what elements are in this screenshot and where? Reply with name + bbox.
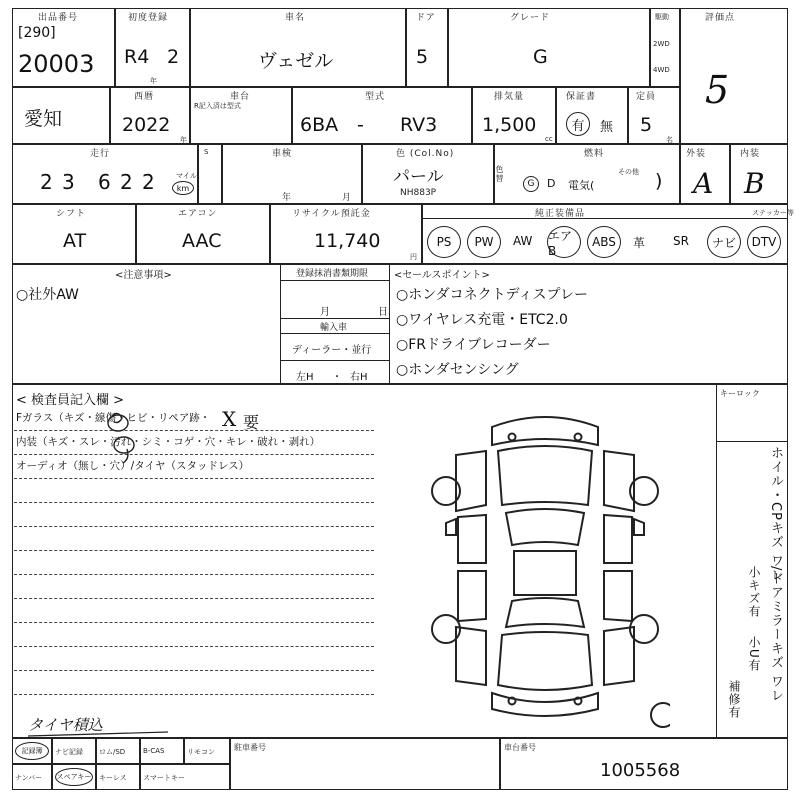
warranty-no: 無 xyxy=(600,120,614,135)
footer-equipment xyxy=(12,738,230,790)
model-dash: - xyxy=(357,114,364,136)
first-reg-month: 2 xyxy=(167,46,180,68)
equipment-item: ナビ xyxy=(707,226,741,258)
legend-repair: 補修有 xyxy=(727,680,741,719)
door-label: ドア xyxy=(416,13,436,23)
attention-label: <注意事項> xyxy=(115,270,172,281)
year-label: 西暦 xyxy=(134,92,155,102)
drive-2wd: 2WD xyxy=(653,40,670,48)
chassis-no-label: 車台番号 xyxy=(504,743,536,752)
color: パール xyxy=(393,167,444,187)
legend-small-scratch: 小キズ有 xyxy=(747,566,761,618)
capacity: 5 xyxy=(640,114,653,136)
parking-label: 駐車番号 xyxy=(234,743,266,752)
sales-point: ○ホンダコネクトディスプレー xyxy=(396,287,588,303)
chassis-label: 車台 xyxy=(230,92,251,102)
inspection-year: 年 xyxy=(282,193,292,203)
footer-equipment-label: ナビ記録 xyxy=(55,748,83,756)
km-unit: km xyxy=(172,181,194,195)
mileage-digit: 2 xyxy=(40,170,53,194)
fuel-label: 燃料 xyxy=(584,149,605,159)
fuel-d: D xyxy=(547,177,556,190)
footer-equipment-label: リモコン xyxy=(187,748,215,756)
equipment-item: PS xyxy=(427,226,461,258)
car-name: ヴェゼル xyxy=(258,50,334,72)
lot-number-label: 出品番号 xyxy=(38,13,79,23)
ac: AAC xyxy=(182,230,222,252)
footer-equipment-label: スマートキー xyxy=(143,774,185,782)
color-label: 色 (Col.No) xyxy=(396,149,455,159)
drive-label: 駆動 xyxy=(655,13,669,21)
tire-loaded-note: タイヤ積込 xyxy=(28,716,103,734)
s-label: S xyxy=(204,148,209,156)
inspector-line: Fガラス（キズ・線傷・ヒビ・リペア跡・ xyxy=(16,412,211,424)
car-diagram xyxy=(420,405,670,735)
legend-door-mirror: /ドアミラーキズ ワレ xyxy=(768,566,783,703)
lot-number: 20003 xyxy=(18,50,95,78)
equipment-item: PW xyxy=(467,226,501,258)
score-label: 評価点 xyxy=(705,13,736,23)
sales-point: ○ホンダセンシング xyxy=(396,362,519,378)
equipment-item: AW xyxy=(513,234,533,248)
grade-label: グレード xyxy=(510,13,551,23)
door-count: 5 xyxy=(416,46,429,68)
lot-bracket: [290] xyxy=(18,25,56,41)
mile-unit: マイル xyxy=(176,172,197,180)
equipment-item: DTV xyxy=(747,226,781,258)
handle-left: 左H xyxy=(296,372,314,383)
exterior-label: 外装 xyxy=(686,149,707,159)
inspector-label: < 検査員記入欄 > xyxy=(16,393,125,408)
key-lock-label: キーロック xyxy=(720,389,760,398)
warranty-label: 保証書 xyxy=(566,92,597,102)
footer-equipment-label: ロム/SD xyxy=(99,748,126,756)
genuine-equipment-label: 純正装備品 xyxy=(535,209,586,219)
footer-equipment-label: 記録簿 xyxy=(15,742,49,760)
year-suffix: 年 xyxy=(180,136,187,144)
equipment-item: ABS xyxy=(587,226,621,258)
chassis-number: 1005568 xyxy=(600,760,681,781)
sales-point: ○FRドライブレコーダー xyxy=(396,337,551,353)
score-value: 5 xyxy=(705,68,730,112)
fuel-other: その他 xyxy=(618,168,639,176)
handle-dot: ・ xyxy=(332,372,342,383)
handle-right: 右H xyxy=(350,372,368,383)
inspector-line: 内装（キズ・スレ・汚れ・シミ・コゲ・穴・キレ・破れ・剥れ） xyxy=(16,436,321,448)
equipment-item: エアB xyxy=(547,226,581,258)
footer-equipment-label: スペアキー xyxy=(55,768,93,786)
reg-doc-day: 日 xyxy=(378,307,388,318)
mileage-digit: 2 xyxy=(120,170,133,194)
exterior-grade: A xyxy=(693,167,714,200)
reg-doc-label: 登録抹消書類期限 xyxy=(296,269,369,279)
youkou-mark: 要 xyxy=(243,413,260,432)
dealer-parallel: ディーラー・並行 xyxy=(292,345,372,356)
mileage-digit: 6 xyxy=(98,170,111,194)
parking-cell xyxy=(230,738,500,790)
area: 愛知 xyxy=(24,108,63,130)
grade: G xyxy=(533,46,548,68)
x-mark: X xyxy=(222,407,237,431)
first-reg-year-unit: 年 xyxy=(150,77,157,85)
recycle-label: リサイクル預託金 xyxy=(292,209,371,219)
warranty-yes: 有 xyxy=(566,112,590,136)
recycle-yen: 円 xyxy=(410,253,417,261)
equipment-item: SR xyxy=(673,234,689,248)
mileage-digit: 2 xyxy=(142,170,155,194)
inspection-month: 月 xyxy=(342,193,352,203)
legend-small-u: 小U有 xyxy=(747,636,761,672)
fuel-g: G xyxy=(523,176,539,192)
fuel-close: ) xyxy=(655,170,663,192)
color-code: NH883P xyxy=(400,188,437,198)
footer-equipment-label: キーレス xyxy=(99,774,127,782)
model-code: RV3 xyxy=(400,114,438,136)
mileage-label: 走行 xyxy=(90,149,111,159)
equipment-item: 革 xyxy=(633,236,646,250)
shift: AT xyxy=(63,230,87,252)
fuel-elec: 電気( xyxy=(568,179,595,192)
capacity-unit: 名 xyxy=(666,136,673,144)
sticker-label: ステッカー等 xyxy=(752,209,794,217)
year: 2022 xyxy=(122,114,171,136)
car-name-label: 車名 xyxy=(285,13,306,23)
inspection-label: 車検 xyxy=(272,149,293,159)
shift-label: シフト xyxy=(56,209,87,219)
mileage-digit: 3 xyxy=(62,170,75,194)
interior-grade: B xyxy=(744,167,765,200)
model-prefix: 6BA xyxy=(300,114,339,136)
color-change-label: 色替 xyxy=(495,165,504,183)
sales-points-label: <セールスポイント> xyxy=(394,270,490,281)
first-reg-era: R4 xyxy=(124,46,150,68)
recycle-fee: 11,740 xyxy=(314,230,381,252)
displacement-unit: cc xyxy=(545,135,553,143)
chassis-note: R記入済は型式 xyxy=(194,102,241,110)
interior-label: 内装 xyxy=(740,149,761,159)
drive-4wd: 4WD xyxy=(653,66,670,74)
displacement: 1,500 xyxy=(482,114,537,136)
displacement-label: 排気量 xyxy=(494,92,525,102)
inspector-line: オーディオ（無し・穴）/タイヤ（スタッドレス） xyxy=(16,460,250,472)
legend-wheel: ホイル・CPキズ ワレ xyxy=(768,446,783,583)
model-label: 型式 xyxy=(365,92,386,102)
footer-equipment-label: ナンバー xyxy=(15,774,43,782)
import-label: 輸入車 xyxy=(320,323,348,333)
attention-item: ○社外AW xyxy=(16,287,79,303)
first-reg-label: 初度登録 xyxy=(128,13,169,23)
reg-doc-month: 月 xyxy=(320,307,330,318)
ac-label: エアコン xyxy=(178,209,218,219)
footer-equipment-label: B-CAS xyxy=(143,747,165,755)
sales-point: ○ワイヤレス充電・ETC2.0 xyxy=(396,312,568,328)
capacity-label: 定員 xyxy=(636,92,657,102)
